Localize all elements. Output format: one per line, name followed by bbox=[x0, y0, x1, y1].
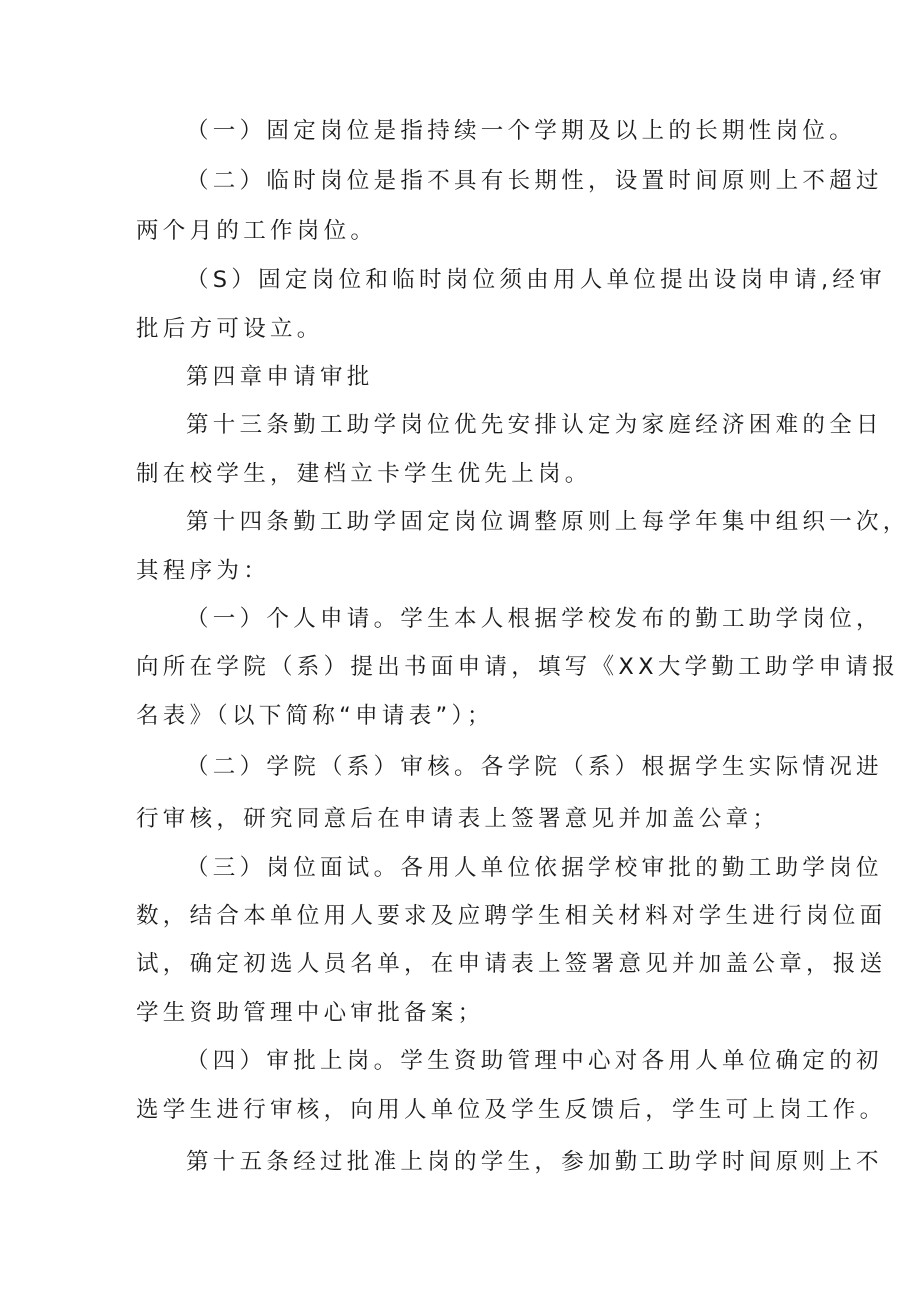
paragraph-line: （一）固定岗位是指持续一个学期及以上的长期性岗位。 bbox=[186, 118, 857, 144]
paragraph-line: 第十三条勤工助学岗位优先安排认定为家庭经济困难的全日 bbox=[186, 412, 883, 438]
paragraph-line: （四）审批上岗。学生资助管理中心对各用人单位确定的初 bbox=[186, 1048, 883, 1074]
paragraph-line: 制在校学生，建档立卡学生优先上岗。 bbox=[136, 461, 592, 487]
paragraph-line: 名表》（以下简称“申请表”）； bbox=[136, 703, 494, 729]
paragraph-line: （一）个人申请。学生本人根据学校发布的勤工助学岗位， bbox=[186, 606, 883, 632]
chapter-heading: 第四章申请审批 bbox=[186, 364, 374, 390]
paragraph-line: 第十五条经过批准上岗的学生，参加勤工助学时间原则上不 bbox=[186, 1149, 883, 1175]
paragraph-line: （二）临时岗位是指不具有长期性，设置时间原则上不超过 bbox=[186, 168, 883, 194]
paragraph-line: 行审核，研究同意后在申请表上签署意见并加盖公章； bbox=[136, 806, 780, 832]
paragraph-line: 学生资助管理中心审批备案； bbox=[136, 1000, 485, 1026]
paragraph-line: 其程序为： bbox=[136, 558, 271, 584]
paragraph-line: 向所在学院（系）提出书面申请，填写《XX大学勤工助学申请报 bbox=[136, 654, 900, 680]
paragraph-line: 试，确定初选人员名单，在申请表上签署意见并加盖公章，报送 bbox=[136, 951, 887, 977]
paragraph-line: （S）固定岗位和临时岗位须由用人单位提出设岗申请,经审 bbox=[186, 267, 887, 293]
paragraph-line: 两个月的工作岗位。 bbox=[136, 218, 378, 244]
paragraph-line: （二）学院（系）审核。各学院（系）根据学生实际情况进 bbox=[186, 754, 883, 780]
paragraph-line: 第十四条勤工助学固定岗位调整原则上每学年集中组织一次， bbox=[186, 509, 910, 535]
paragraph-line: （三）岗位面试。各用人单位依据学校审批的勤工助学岗位 bbox=[186, 855, 883, 881]
paragraph-line: 数，结合本单位用人要求及应聘学生相关材料对学生进行岗位面 bbox=[136, 903, 887, 929]
paragraph-line: 批后方可设立。 bbox=[136, 316, 324, 342]
paragraph-line: 选学生进行审核，向用人单位及学生反馈后，学生可上岗工作。 bbox=[136, 1097, 887, 1123]
